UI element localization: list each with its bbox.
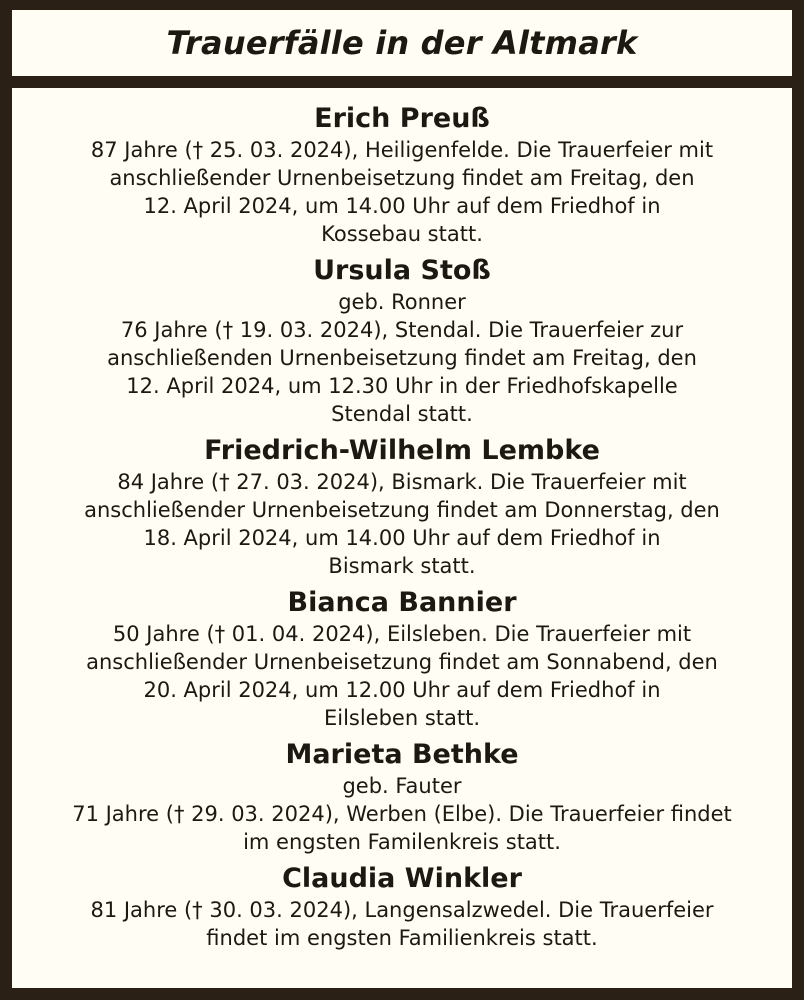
obituary-entry (12, 862, 792, 952)
deceased-name: Ursula Stoß (313, 255, 491, 286)
obituary-entry (12, 254, 792, 428)
page-title: Trauerfälle in der Altmark (166, 24, 638, 62)
deceased-name: Friedrich-Wilhelm Lembke (204, 435, 600, 466)
deceased-name: Bianca Bannier (287, 587, 517, 618)
entry-text-line: 20. April 2024, um 12.00 Uhr auf dem Friedhof in (143, 678, 661, 702)
obituary-entry (12, 434, 792, 580)
entry-text-line: 50 Jahre († 01. 04. 2024), Eilsleben. Die Trauerfeier mit (112, 622, 692, 646)
entry-text-line: Stendal statt. (331, 402, 473, 426)
entry-text-line: 84 Jahre († 27. 03. 2024), Bismark. Die Trauerfeier mit (117, 470, 687, 494)
entry-text-line: anschließender Urnenbeisetzung findet am Sonnabend, den (86, 650, 718, 674)
entry-text-line: 12. April 2024, um 12.30 Uhr in der Friedhofskapelle (126, 374, 678, 398)
entry-text-line: 81 Jahre († 30. 03. 2024), Langensalzwedel. Die Trauerfeier (90, 898, 714, 922)
entry-text-line: im engsten Familenkreis statt. (243, 830, 561, 854)
entry-text-line: Eilsleben statt. (323, 706, 481, 730)
entry-text-line: anschließenden Urnenbeisetzung findet am Freitag, den (107, 346, 697, 370)
header-box (12, 10, 792, 76)
entry-text-line: anschließender Urnenbeisetzung findet am Donnerstag, den (84, 498, 720, 522)
obituary-entry (12, 738, 792, 856)
deceased-name: Marieta Bethke (285, 739, 519, 770)
entry-text-line: 71 Jahre († 29. 03. 2024), Werben (Elbe). Die Trauerfeier findet (72, 802, 732, 826)
entry-text-line: Bismark statt. (328, 554, 476, 578)
obituary-entry (12, 586, 792, 732)
obituary-entry (12, 102, 792, 248)
entry-text-line: 12. April 2024, um 14.00 Uhr auf dem Friedhof in (143, 194, 661, 218)
entry-text-line: anschließender Urnenbeisetzung findet am Freitag, den (109, 166, 695, 190)
entry-text-line: 76 Jahre († 19. 03. 2024), Stendal. Die Trauerfeier zur (120, 318, 684, 342)
maiden-name: geb. Fauter (342, 774, 462, 798)
entry-text-line: 87 Jahre († 25. 03. 2024), Heiligenfelde. Die Trauerfeier mit (90, 138, 714, 162)
entry-text-line: Kossebau statt. (321, 222, 483, 246)
deceased-name: Claudia Winkler (282, 863, 522, 894)
entry-text-line: 18. April 2024, um 14.00 Uhr auf dem Friedhof in (143, 526, 661, 550)
maiden-name: geb. Ronner (338, 290, 466, 314)
entry-text-line: findet im engsten Familienkreis statt. (206, 926, 598, 950)
obituary-list (12, 88, 792, 988)
deceased-name: Erich Preuß (314, 103, 490, 134)
